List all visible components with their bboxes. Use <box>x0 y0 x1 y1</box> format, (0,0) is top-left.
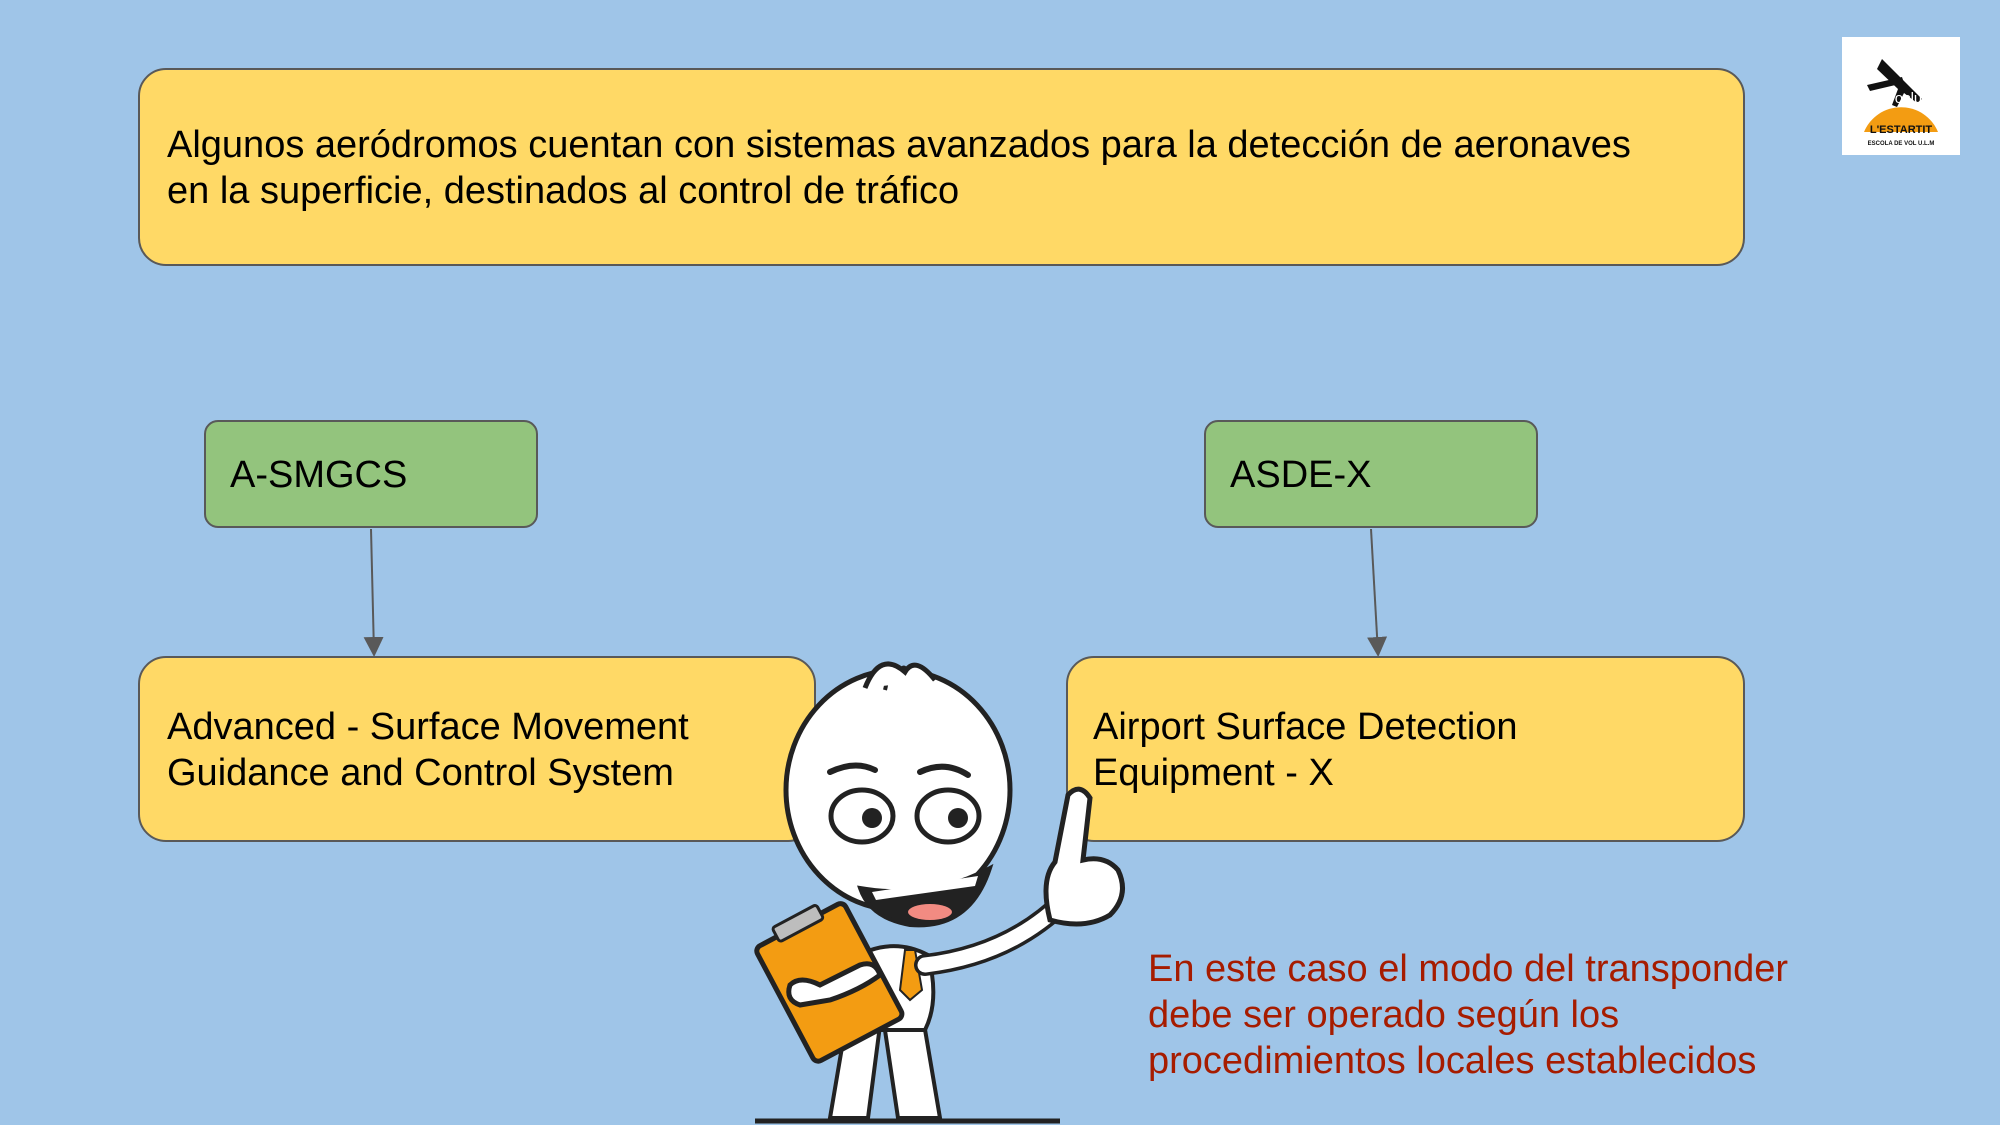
asmgcs-acronym: A-SMGCS <box>230 454 408 496</box>
asdex-acronym: ASDE-X <box>1230 454 1372 496</box>
asmgcs-definition: Advanced - Surface Movement Guidance and Control System <box>167 706 689 794</box>
logo-graphic <box>1842 37 1960 155</box>
transponder-note: En este caso el modo del transponder debe ser operado según los procedimientos locales establecidos <box>1148 948 1789 1082</box>
aeroclub-logo-icon <box>1842 37 1960 155</box>
intro-text: Algunos aeródromos cuentan con sistemas avanzados para la detección de aeronaves en la superficie, destinados al control de tráfico <box>167 124 1631 212</box>
logo-subtitle: L'ESTARTIT <box>1869 124 1933 136</box>
logo-tagline: ESCOLA DE VOL U.L.M <box>1867 141 1935 147</box>
asdex-definition: Airport Surface Detection Equipment - X <box>1093 706 1518 794</box>
logo-name: Aeroclub <box>1871 90 1931 107</box>
